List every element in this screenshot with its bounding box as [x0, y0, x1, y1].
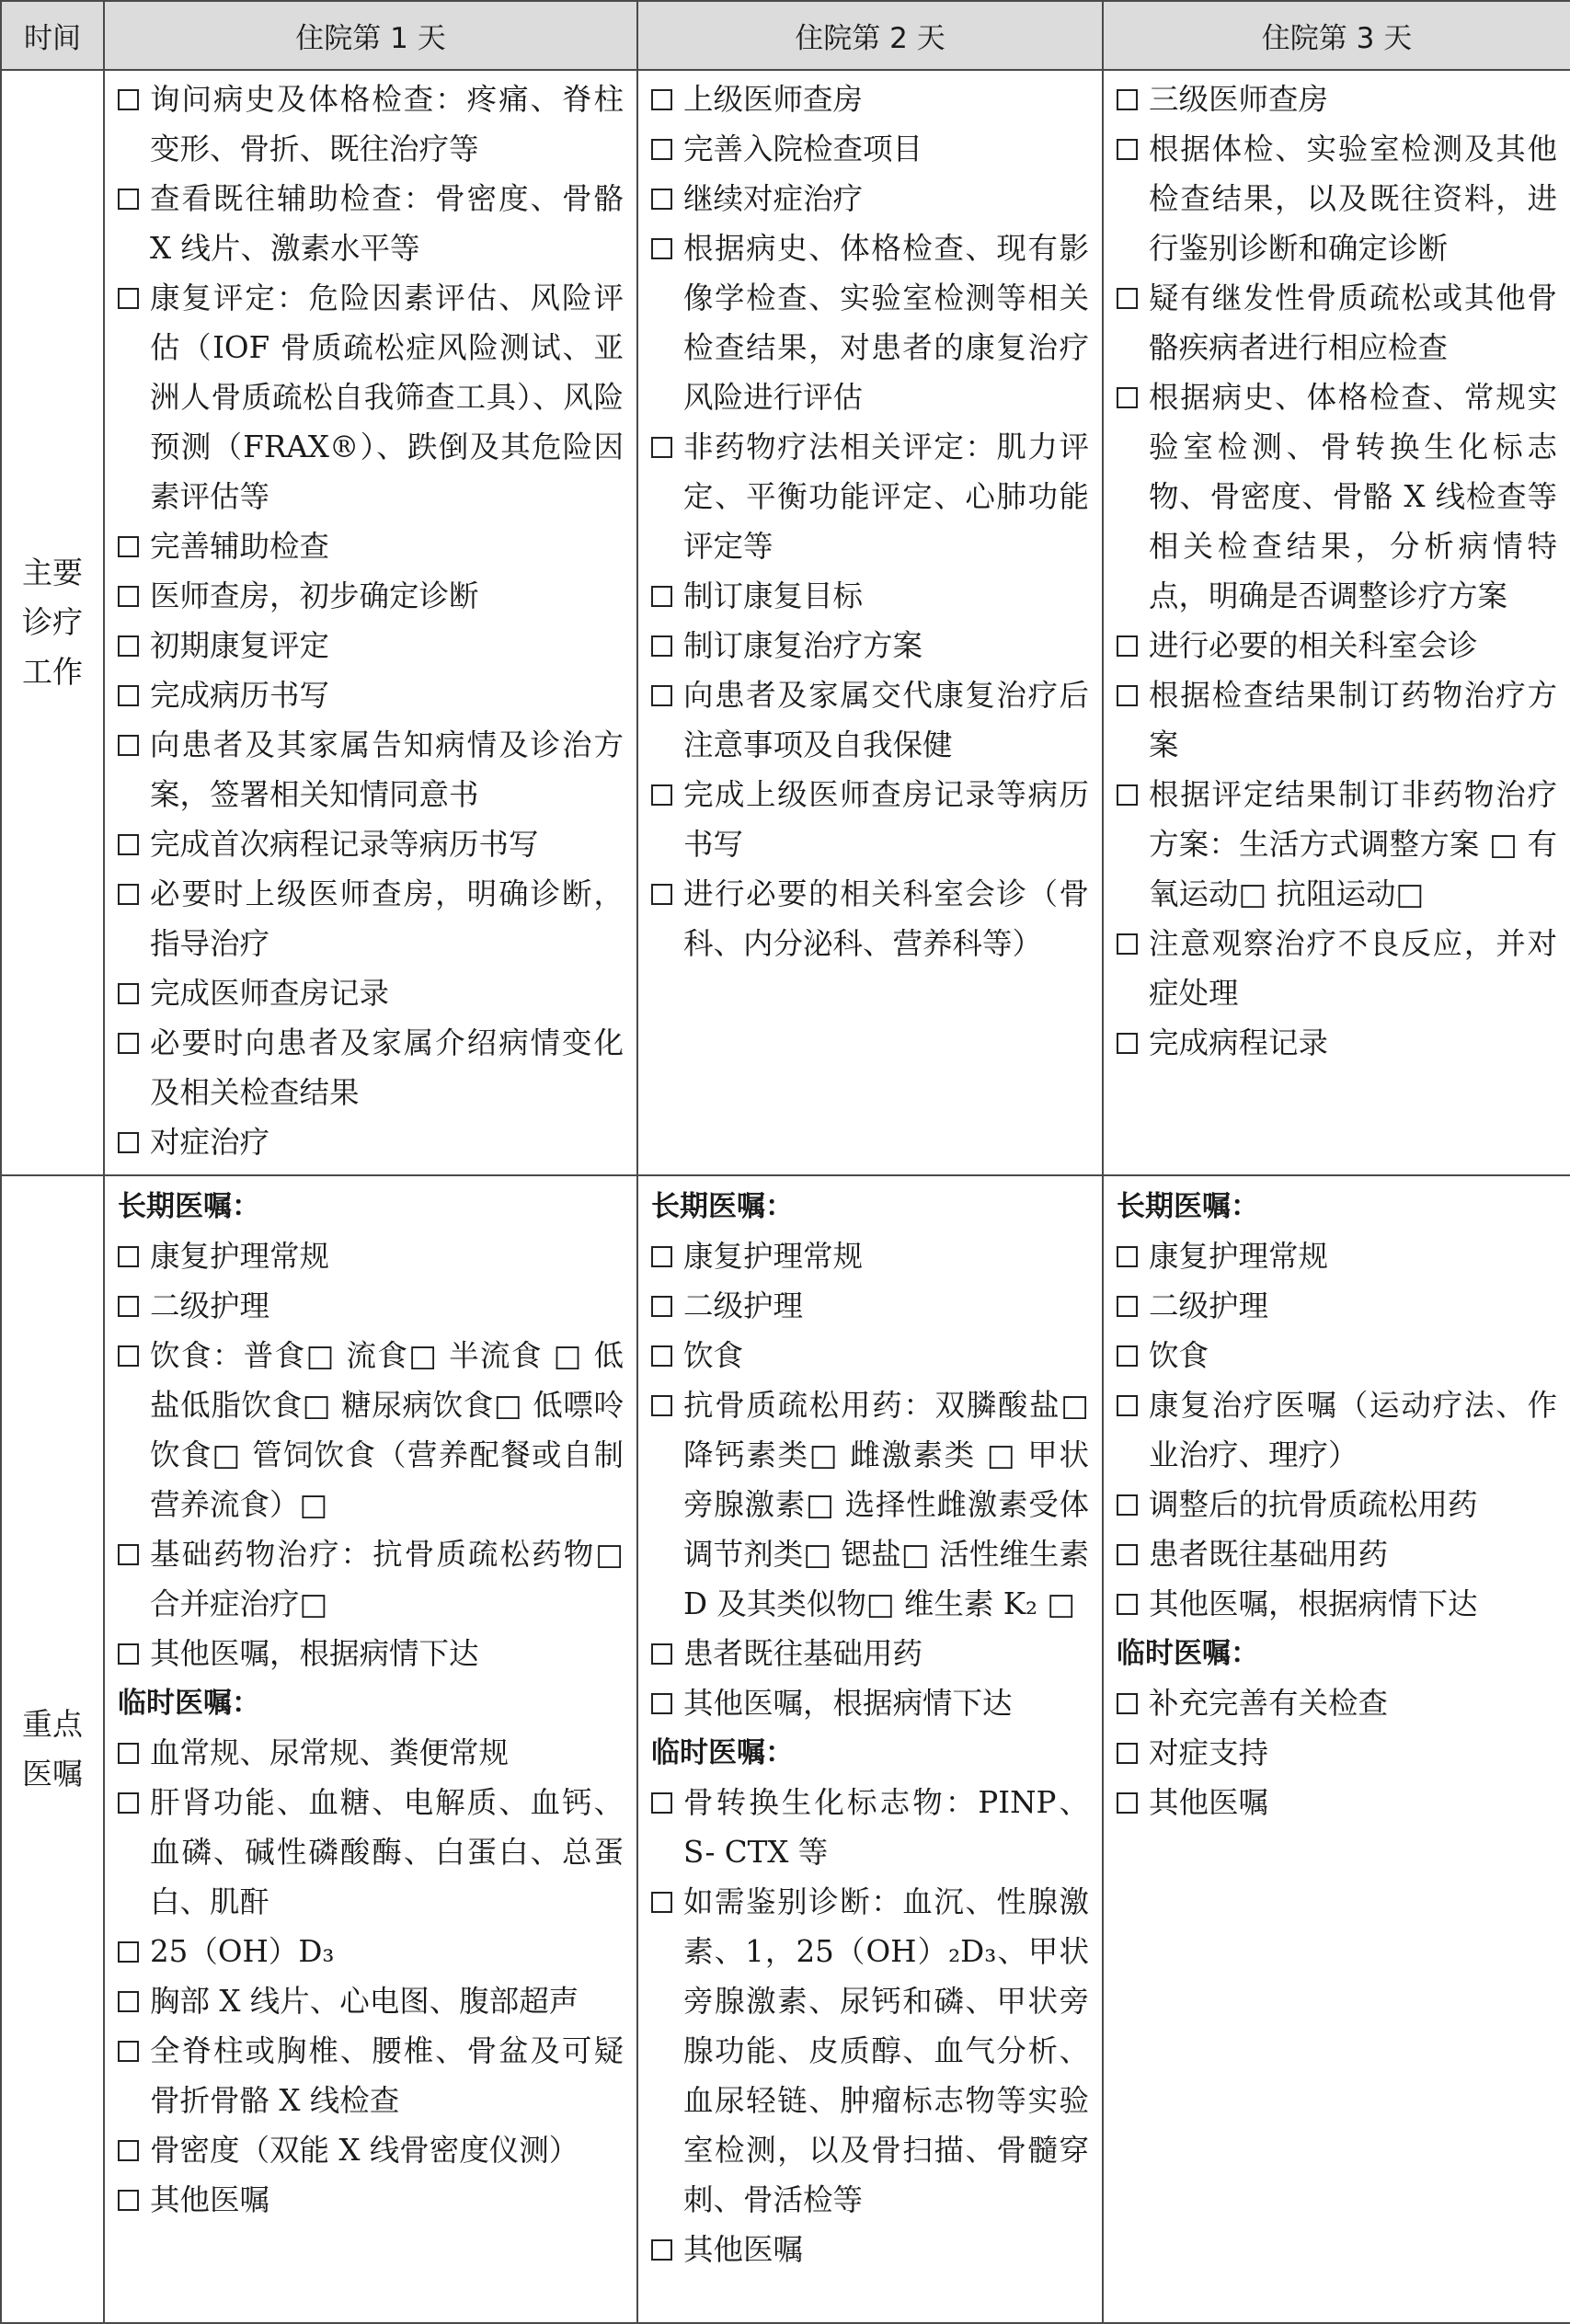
checklist-item-text: 调整后的抗骨质疏松用药	[1149, 1487, 1478, 1522]
checkbox-icon[interactable]	[118, 735, 139, 756]
checklist-item-text: 骨转换生化标志物：PINP、S- CTX 等	[683, 1785, 1089, 1870]
checklist-item-text: 完善入院检查项目	[683, 132, 923, 166]
checklist-item-text: 必要时上级医师查房，明确诊断，指导治疗	[150, 876, 624, 961]
checklist-item	[118, 571, 624, 621]
header-row	[1, 1, 1570, 70]
checkbox-icon[interactable]	[651, 1693, 672, 1714]
checklist-item	[651, 1331, 1089, 1380]
long-term-orders-title: 长期医嘱：	[651, 1190, 794, 1223]
checkbox-icon[interactable]	[1117, 139, 1138, 160]
checklist-item-text: 完成医师查房记录	[150, 976, 390, 1011]
work-day-1-cell	[104, 70, 637, 1175]
orders-day-3-cell	[1103, 1175, 1570, 2323]
checklist-item-text: 饮食	[683, 1338, 744, 1373]
checklist-item	[118, 2026, 624, 2125]
checklist-item-text: 饮食：普食□ 流食□ 半流食 □ 低盐低脂饮食□ 糖尿病饮食□ 低嘌呤饮食□ 管饲饮食（营养配餐或自制营养流食）□	[150, 1338, 624, 1522]
checkbox-icon[interactable]	[118, 1132, 139, 1153]
checklist-item	[651, 1629, 1089, 1678]
checklist-item-text: 完成首次病程记录等病历书写	[150, 827, 539, 862]
checkbox-icon[interactable]	[1117, 1693, 1138, 1714]
checklist-item	[1117, 1579, 1557, 1629]
checkbox-icon[interactable]	[651, 2239, 672, 2261]
checklist-item	[651, 1778, 1089, 1877]
checklist-item	[1117, 1529, 1557, 1579]
checklist-item-text: 其他医嘱，根据病情下达	[1149, 1586, 1478, 1621]
checklist-item	[118, 273, 624, 521]
checkbox-icon[interactable]	[1117, 685, 1138, 706]
checklist-item	[118, 2175, 624, 2225]
checklist-item	[118, 1018, 624, 1117]
checklist-item	[118, 720, 624, 819]
checkbox-icon[interactable]	[651, 635, 672, 657]
checkbox-icon[interactable]	[118, 1991, 139, 2012]
checkbox-icon[interactable]	[118, 89, 139, 110]
checkbox-icon[interactable]	[1117, 1594, 1138, 1615]
orders-day-1-cell	[104, 1175, 637, 2323]
orders-day-2-long-list	[651, 1231, 1089, 1728]
checklist-item-text: 根据检查结果制订药物治疗方案	[1149, 678, 1557, 762]
checklist-item-text: 上级医师查房	[683, 82, 864, 117]
checklist-item-text: 询问病史及体格检查：疼痛、脊柱变形、骨折、既往治疗等	[150, 82, 624, 166]
checklist-item	[118, 670, 624, 720]
checklist-item-text: 患者既往基础用药	[1149, 1537, 1389, 1572]
checkbox-icon[interactable]	[118, 1792, 139, 1814]
checklist-item-text: 医师查房，初步确定诊断	[150, 578, 479, 613]
checkbox-icon[interactable]	[118, 983, 139, 1004]
checklist-item-text: 其他医嘱	[150, 2182, 270, 2217]
checklist-item	[118, 1117, 624, 1167]
checklist-item-text: 全脊柱或胸椎、腰椎、骨盆及可疑骨折骨骼 X 线检查	[150, 2033, 624, 2118]
checkbox-icon[interactable]	[118, 1941, 139, 1963]
checkbox-icon[interactable]	[1117, 1296, 1138, 1317]
checkbox-icon[interactable]	[118, 685, 139, 706]
checklist-item	[1117, 372, 1557, 621]
checklist-item-text: 如需鉴别诊断：血沉、性腺激素、1，25（OH）₂D₃、甲状旁腺激素、尿钙和磷、甲状旁腺功能、皮质醇、血气分析、血尿轻链、肿瘤标志物等实验室检测，以及骨扫描、骨髓穿刺、骨活检等	[683, 1884, 1089, 2217]
checklist-item-text: 抗骨质疏松用药：双膦酸盐□ 降钙素类□ 雌激素类 □ 甲状旁腺激素□ 选择性雌激素受体调节剂类□ 锶盐□ 活性维生素 D 及其类似物□ 维生素 K₂ □	[683, 1388, 1089, 1621]
checklist-item	[651, 174, 1089, 223]
checkbox-icon[interactable]	[651, 1296, 672, 1317]
checkbox-icon[interactable]	[651, 884, 672, 905]
checklist-item-text: 向患者及家属交代康复治疗后注意事项及自我保健	[683, 678, 1089, 762]
orders-day-2-temp-list	[651, 1778, 1089, 2274]
row-label-line: 工作	[22, 654, 83, 690]
checkbox-icon[interactable]	[651, 1345, 672, 1367]
checklist-item-text: 补充完善有关检查	[1149, 1686, 1389, 1721]
main-work-row	[1, 70, 1570, 1175]
checklist-item-text: 对症治疗	[150, 1125, 270, 1160]
checklist-item	[118, 869, 624, 968]
checkbox-icon[interactable]	[651, 586, 672, 607]
checklist-item	[1117, 124, 1557, 273]
checklist-item	[118, 1629, 624, 1678]
header-day-3: 住院第 3 天	[1103, 1, 1570, 70]
checklist-item	[1117, 1480, 1557, 1529]
checklist-item-text: 血常规、尿常规、粪便常规	[150, 1735, 510, 1770]
checklist-item-text: 胸部 X 线片、心电图、腹部超声	[150, 1984, 579, 2019]
checklist-item-text: 完成病程记录	[1149, 1025, 1329, 1060]
checklist-item-text: 对症支持	[1149, 1735, 1269, 1770]
checklist-item-text: 康复护理常规	[150, 1239, 330, 1274]
checklist-item-text: 查看既往辅助检查：骨密度、骨骼 X 线片、激素水平等	[150, 181, 624, 266]
checkbox-icon[interactable]	[118, 1544, 139, 1565]
checklist-item	[1117, 1331, 1557, 1380]
checklist-item-text: 进行必要的相关科室会诊（骨科、内分泌科、营养科等）	[683, 876, 1089, 961]
checklist-item-text: 25（OH）D₃	[150, 1934, 335, 1969]
checkbox-icon[interactable]	[1117, 635, 1138, 657]
checklist-item-text: 向患者及其家属告知病情及诊治方案，签署相关知情同意书	[150, 727, 624, 812]
checkbox-icon[interactable]	[118, 1345, 139, 1367]
checkbox-icon[interactable]	[118, 1743, 139, 1764]
checklist-item	[1117, 273, 1557, 372]
checklist-item	[118, 521, 624, 571]
checklist-item-text: 必要时向患者及家属介绍病情变化及相关检查结果	[150, 1025, 624, 1110]
checkbox-icon[interactable]	[118, 1033, 139, 1054]
checklist-item-text: 其他医嘱	[683, 2232, 804, 2267]
checklist-item-text: 继续对症治疗	[683, 181, 864, 216]
row-label-line: 医嘱	[22, 1756, 83, 1792]
checklist-item-text: 根据病史、体格检查、常规实验室检测、骨转换生化标志物、骨密度、骨骼 X 线检查等相关检查结果，分析病情特点，明确是否调整诊疗方案	[1149, 380, 1557, 613]
checklist-item-text: 三级医师查房	[1149, 82, 1329, 117]
long-term-orders-title: 长期医嘱：	[118, 1190, 260, 1223]
checklist-item-text: 二级护理	[683, 1288, 804, 1323]
checklist-item	[118, 1927, 624, 1976]
checkbox-icon[interactable]	[651, 139, 672, 160]
checklist-item-text: 制订康复治疗方案	[683, 628, 923, 663]
checklist-item	[118, 1976, 624, 2026]
checklist-item-text: 其他医嘱，根据病情下达	[150, 1636, 479, 1671]
checklist-item	[651, 1877, 1089, 2225]
work-day-3-list	[1117, 74, 1557, 1068]
checkbox-icon[interactable]	[651, 189, 672, 210]
checklist-item	[118, 1529, 624, 1629]
checkbox-icon[interactable]	[651, 1643, 672, 1665]
checklist-item	[651, 1380, 1089, 1629]
checkbox-icon[interactable]	[118, 1643, 139, 1665]
checklist-item	[118, 2125, 624, 2175]
checkbox-icon[interactable]	[1117, 784, 1138, 806]
checkbox-icon[interactable]	[651, 1892, 672, 1913]
temporary-orders-title: 临时医嘱：	[118, 1687, 260, 1720]
checkbox-icon[interactable]	[651, 1792, 672, 1814]
row-label-line: 主要	[22, 555, 83, 590]
checklist-item-text: 注意观察治疗不良反应，并对症处理	[1149, 926, 1557, 1011]
checklist-item	[118, 1281, 624, 1331]
checklist-item-text: 基础药物治疗：抗骨质疏松药物□ 合并症治疗□	[150, 1537, 624, 1621]
checklist-item	[1117, 1778, 1557, 1827]
checkbox-icon[interactable]	[118, 288, 139, 309]
temporary-orders-title: 临时医嘱：	[651, 1736, 794, 1769]
checklist-item	[1117, 1728, 1557, 1778]
checkbox-icon[interactable]	[1117, 1494, 1138, 1516]
checklist-item-text: 康复评定：危险因素评估、风险评估（IOF 骨质疏松症风险测试、亚洲人骨质疏松自我筛查工具）、风险预测（FRAX®）、跌倒及其危险因素评估等	[150, 280, 624, 514]
checklist-item-text: 其他医嘱	[1149, 1785, 1269, 1820]
checklist-item	[651, 621, 1089, 670]
orders-day-3-temp-list	[1117, 1678, 1557, 1827]
checkbox-icon[interactable]	[1117, 1743, 1138, 1764]
checkbox-icon[interactable]	[118, 586, 139, 607]
checkbox-icon[interactable]	[651, 1395, 672, 1416]
checklist-item-text: 根据体检、实验室检测及其他检查结果，以及既往资料，进行鉴别诊断和确定诊断	[1149, 132, 1557, 266]
checklist-item-text: 非药物疗法相关评定：肌力评定、平衡功能评定、心肺功能评定等	[683, 429, 1089, 564]
checklist-item	[651, 869, 1089, 968]
checkbox-icon[interactable]	[118, 834, 139, 855]
checklist-item	[651, 770, 1089, 869]
checklist-item-text: 其他医嘱，根据病情下达	[683, 1686, 1013, 1721]
orders-day-3-long-list	[1117, 1231, 1557, 1629]
checkbox-icon[interactable]	[1117, 1792, 1138, 1814]
checklist-item	[651, 670, 1089, 770]
checklist-item	[118, 819, 624, 869]
orders-day-2-cell	[637, 1175, 1103, 2323]
checklist-item	[651, 74, 1089, 124]
row-label-line: 重点	[22, 1706, 83, 1742]
checkbox-icon[interactable]	[1117, 1246, 1138, 1267]
work-day-2-list	[651, 74, 1089, 968]
checklist-item-text: 完善辅助检查	[150, 529, 330, 564]
checklist-item	[1117, 770, 1557, 919]
checklist-item-text: 肝肾功能、血糖、电解质、血钙、血磷、碱性磷酸酶、白蛋白、总蛋白、肌酐	[150, 1785, 624, 1919]
checklist-item-text: 根据评定结果制订非药物治疗方案：生活方式调整方案 □ 有氧运动□ 抗阻运动□	[1149, 777, 1557, 911]
checklist-item	[651, 124, 1089, 174]
checklist-item	[1117, 670, 1557, 770]
temporary-orders-title: 临时医嘱：	[1117, 1637, 1259, 1670]
checkbox-icon[interactable]	[118, 2140, 139, 2161]
checklist-item-text: 进行必要的相关科室会诊	[1149, 628, 1478, 663]
checklist-item	[1117, 1380, 1557, 1480]
checkbox-icon[interactable]	[1117, 1345, 1138, 1367]
checklist-item-text: 康复护理常规	[1149, 1239, 1329, 1274]
checklist-item-text: 二级护理	[1149, 1288, 1269, 1323]
checkbox-icon[interactable]	[118, 2041, 139, 2062]
header-day-2: 住院第 2 天	[637, 1, 1103, 70]
checkbox-icon[interactable]	[651, 238, 672, 259]
checkbox-icon[interactable]	[118, 536, 139, 557]
header-time: 时间	[1, 1, 104, 70]
row-label-key-orders	[1, 1175, 104, 2323]
checkbox-icon[interactable]	[118, 1296, 139, 1317]
checkbox-icon[interactable]	[1117, 89, 1138, 110]
orders-day-1-long-list	[118, 1231, 624, 1678]
checkbox-icon[interactable]	[118, 884, 139, 905]
checkbox-icon[interactable]	[651, 89, 672, 110]
checklist-item	[1117, 1281, 1557, 1331]
checklist-item-text: 二级护理	[150, 1288, 270, 1323]
checklist-item	[118, 621, 624, 670]
checklist-item	[118, 174, 624, 273]
checklist-item	[118, 1331, 624, 1529]
checklist-item-text: 饮食	[1149, 1338, 1209, 1373]
checkbox-icon[interactable]	[1117, 387, 1138, 408]
checklist-item-text: 根据病史、体格检查、现有影像学检查、实验室检测等相关检查结果，对患者的康复治疗风险进行评估	[683, 231, 1089, 415]
checkbox-icon[interactable]	[651, 1246, 672, 1267]
work-day-2-cell	[637, 70, 1103, 1175]
checkbox-icon[interactable]	[118, 2190, 139, 2211]
orders-day-1-temp-list	[118, 1728, 624, 2225]
header-day-1: 住院第 1 天	[104, 1, 637, 70]
checklist-item	[118, 1778, 624, 1927]
checklist-item	[1117, 621, 1557, 670]
checkbox-icon[interactable]	[118, 189, 139, 210]
checklist-item-text: 康复护理常规	[683, 1239, 864, 1274]
checklist-item	[1117, 1018, 1557, 1068]
checklist-item	[651, 223, 1089, 422]
checklist-item-text: 制订康复目标	[683, 578, 864, 613]
checklist-item	[651, 422, 1089, 571]
checkbox-icon[interactable]	[118, 635, 139, 657]
work-day-1-list	[118, 74, 624, 1167]
checkbox-icon[interactable]	[651, 437, 672, 458]
checklist-item	[651, 1281, 1089, 1331]
checklist-item	[1117, 919, 1557, 1018]
checklist-item-text: 骨密度（双能 X 线骨密度仪测）	[150, 2133, 579, 2168]
checkbox-icon[interactable]	[1117, 1544, 1138, 1565]
row-label-main-work	[1, 70, 104, 1175]
checklist-item	[651, 1678, 1089, 1728]
work-day-3-cell	[1103, 70, 1570, 1175]
checklist-item	[651, 1231, 1089, 1281]
checklist-item-text: 疑有继发性骨质疏松或其他骨骼疾病者进行相应检查	[1149, 280, 1557, 365]
checklist-item	[651, 571, 1089, 621]
long-term-orders-title: 长期医嘱：	[1117, 1190, 1259, 1223]
checklist-item-text: 初期康复评定	[150, 628, 330, 663]
checklist-item	[118, 968, 624, 1018]
checklist-item	[1117, 74, 1557, 124]
checkbox-icon[interactable]	[651, 784, 672, 806]
checkbox-icon[interactable]	[651, 685, 672, 706]
key-orders-row	[1, 1175, 1570, 2323]
checkbox-icon[interactable]	[118, 1246, 139, 1267]
row-label-line: 诊疗	[22, 604, 83, 640]
checklist-item-text: 完成病历书写	[150, 678, 330, 713]
checkbox-icon[interactable]	[1117, 288, 1138, 309]
checklist-item	[118, 1728, 624, 1778]
checklist-item-text: 患者既往基础用药	[683, 1636, 923, 1671]
checkbox-icon[interactable]	[1117, 933, 1138, 955]
checklist-item	[651, 2225, 1089, 2274]
checklist-item-text: 完成上级医师查房记录等病历书写	[683, 777, 1089, 862]
checklist-item	[1117, 1678, 1557, 1728]
checklist-item	[1117, 1231, 1557, 1281]
checklist-item	[118, 1231, 624, 1281]
checklist-item	[118, 74, 624, 174]
checklist-item-text: 康复治疗医嘱（运动疗法、作业治疗、理疗）	[1149, 1388, 1557, 1472]
checkbox-icon[interactable]	[1117, 1395, 1138, 1416]
checkbox-icon[interactable]	[1117, 1033, 1138, 1054]
